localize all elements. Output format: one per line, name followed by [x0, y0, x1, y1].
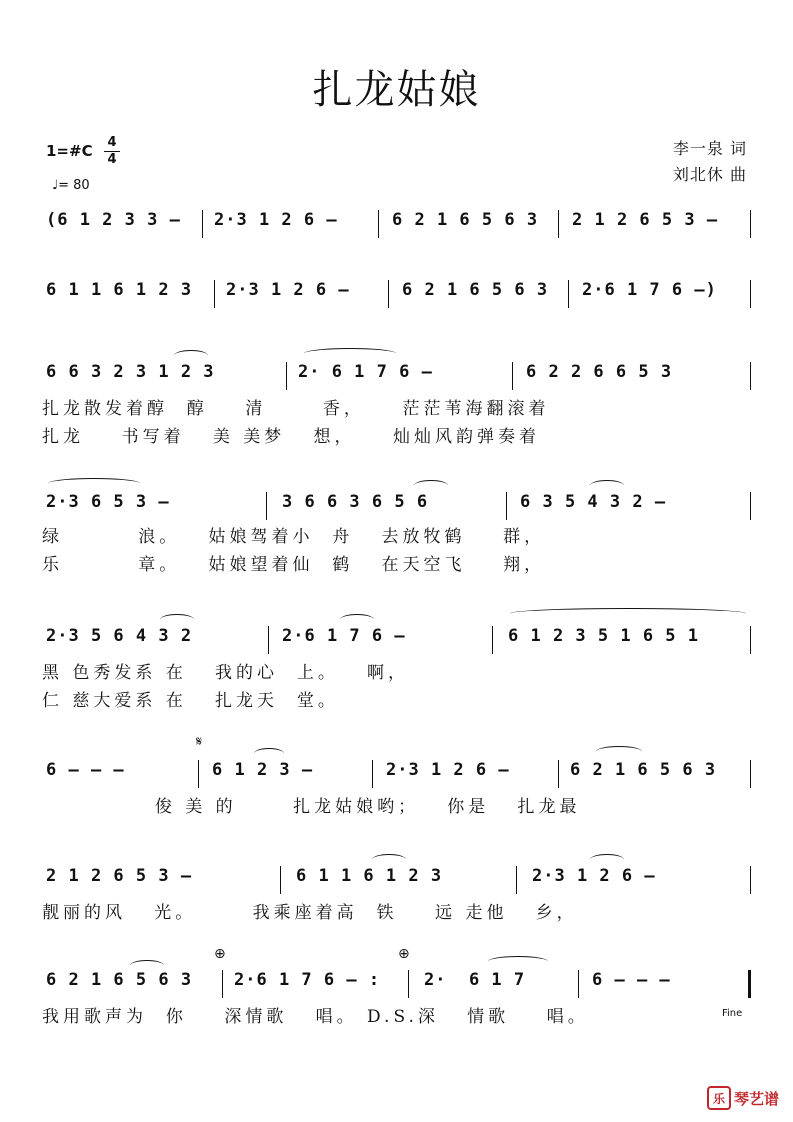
barline — [492, 626, 493, 654]
barline — [214, 280, 215, 308]
measure: 2 1 2 6 5 3 – — [46, 866, 193, 886]
barline — [750, 210, 751, 238]
barline — [268, 626, 269, 654]
barline — [266, 492, 267, 520]
lyrics-verse-2: 仁 慈大爱系 在 扎龙天 堂。 — [42, 691, 339, 711]
barline — [512, 362, 513, 390]
measure: 2·3 1 2 6 – — [226, 280, 350, 300]
barline — [388, 280, 389, 308]
score-system-8 — [42, 970, 754, 996]
coda-icon: ⊕ — [398, 946, 410, 962]
barline — [750, 492, 751, 520]
tempo-marking: ♩= 80 — [52, 178, 90, 193]
segno-icon: 𝄋 — [196, 734, 203, 750]
measure: 2·3 1 2 6 – — [386, 760, 510, 780]
watermark-logo — [707, 1086, 779, 1110]
measure: 2· 6 1 7 — [424, 970, 526, 990]
slur — [510, 608, 746, 619]
score-system-3 — [42, 362, 754, 388]
lyrics-verse-1: 靓丽的风 光。 我乘座着高 铁 远 走他 乡， — [42, 903, 578, 923]
barline — [516, 866, 517, 894]
measure: 2·6 1 7 6 – : — [234, 970, 381, 990]
barline — [408, 970, 409, 998]
slur — [174, 350, 208, 361]
barline — [568, 280, 569, 308]
barline — [750, 280, 751, 308]
lyrics-verse-2: 扎龙 书写着 美 美梦 想， 灿灿风韵弹奏着 — [42, 427, 541, 447]
measure: 6 3 5 4 3 2 – — [520, 492, 667, 512]
barline — [222, 970, 223, 998]
fine-marking: Fine — [722, 1008, 743, 1019]
lyricist-credit: 李一泉 词 — [672, 139, 747, 158]
measure: 2 1 2 6 5 3 – — [572, 210, 719, 230]
barline — [280, 866, 281, 894]
time-sig-bottom: 4 — [107, 152, 117, 167]
measure: 6 2 2 6 6 5 3 — [526, 362, 673, 382]
measure: 2·3 1 2 6 – — [532, 866, 656, 886]
measure: 6 – – – — [46, 760, 125, 780]
score-system-7 — [42, 866, 754, 892]
barline — [286, 362, 287, 390]
measure: 6 2 1 6 5 6 3 — [392, 210, 539, 230]
slur — [304, 348, 396, 359]
sheet-title: 扎龙姑娘 — [312, 67, 481, 113]
score-system-1 — [42, 210, 754, 236]
slur — [590, 854, 624, 865]
measure: 6 1 1 6 1 2 3 — [46, 280, 193, 300]
measure: 6 2 1 6 5 6 3 — [402, 280, 549, 300]
score-system-2 — [42, 280, 754, 306]
slur — [596, 746, 642, 757]
barline — [202, 210, 203, 238]
measure: (6 1 2 3 3 – — [46, 210, 181, 230]
slur — [160, 614, 194, 625]
lyrics-verse-1: 绿 浪。 姑娘驾着小 舟 去放牧鹤 群， — [42, 527, 546, 547]
slur — [590, 480, 624, 491]
final-barline — [748, 970, 751, 998]
measure: 2·3 1 2 6 – — [214, 210, 338, 230]
measure: 2·6 1 7 6 –) — [582, 280, 717, 300]
measure: 2·3 5 6 4 3 2 — [46, 626, 193, 646]
time-sig-top: 4 — [107, 135, 117, 150]
measure: 6 6 3 2 3 1 2 3 — [46, 362, 215, 382]
measure: 6 2 1 6 5 6 3 — [570, 760, 717, 780]
measure: 6 2 1 6 5 6 3 — [46, 970, 193, 990]
lyrics-verse-1: 俊 美 的 扎龙姑娘哟； 你是 扎龙最 — [42, 797, 581, 817]
lyrics-verse-2: 乐 章。 姑娘望着仙 鹤 在天空飞 翔， — [42, 555, 546, 575]
barline — [198, 760, 199, 788]
barline — [750, 760, 751, 788]
measure: 6 1 2 3 – — [212, 760, 314, 780]
score-system-6 — [42, 760, 754, 786]
barline — [558, 210, 559, 238]
barline — [750, 866, 751, 894]
barline — [750, 362, 751, 390]
lyrics-verse-1: 我用歌声为 你 深情歌 唱。 D.S.深 情歌 唱。 — [42, 1007, 589, 1027]
slur — [254, 748, 284, 759]
barline — [558, 760, 559, 788]
measure: 3 6 6 3 6 5 6 — [282, 492, 429, 512]
time-signature — [104, 136, 120, 167]
measure: 6 1 2 3 5 1 6 5 1 — [508, 626, 699, 646]
measure: 2·3 6 5 3 – — [46, 492, 170, 512]
barline — [372, 760, 373, 788]
slur — [48, 478, 140, 489]
composer-credit: 刘北休 曲 — [672, 165, 747, 184]
key-signature: 1=#C — [46, 142, 93, 160]
lyrics-verse-1: 黑 色秀发系 在 我的心 上。 啊， — [42, 663, 410, 683]
barline — [750, 626, 751, 654]
measure: 6 1 1 6 1 2 3 — [296, 866, 443, 886]
watermark-text: 琴艺谱 — [733, 1089, 779, 1108]
logo-icon: 乐 — [707, 1086, 731, 1110]
slur — [488, 956, 548, 967]
barline — [378, 210, 379, 238]
measure: 6 – – – — [592, 970, 671, 990]
score-system-5 — [42, 626, 754, 652]
measure: 2·6 1 7 6 – — [282, 626, 406, 646]
barline — [578, 970, 579, 998]
measure: 2· 6 1 7 6 – — [298, 362, 433, 382]
barline — [506, 492, 507, 520]
slur — [372, 854, 406, 865]
lyrics-verse-1: 扎龙散发着醇 醇 清 香， 茫茫苇海翻滚着 — [42, 399, 550, 419]
slur — [414, 480, 448, 491]
score-system-4 — [42, 492, 754, 518]
coda-icon: ⊕ — [214, 946, 226, 962]
slur — [340, 614, 374, 625]
